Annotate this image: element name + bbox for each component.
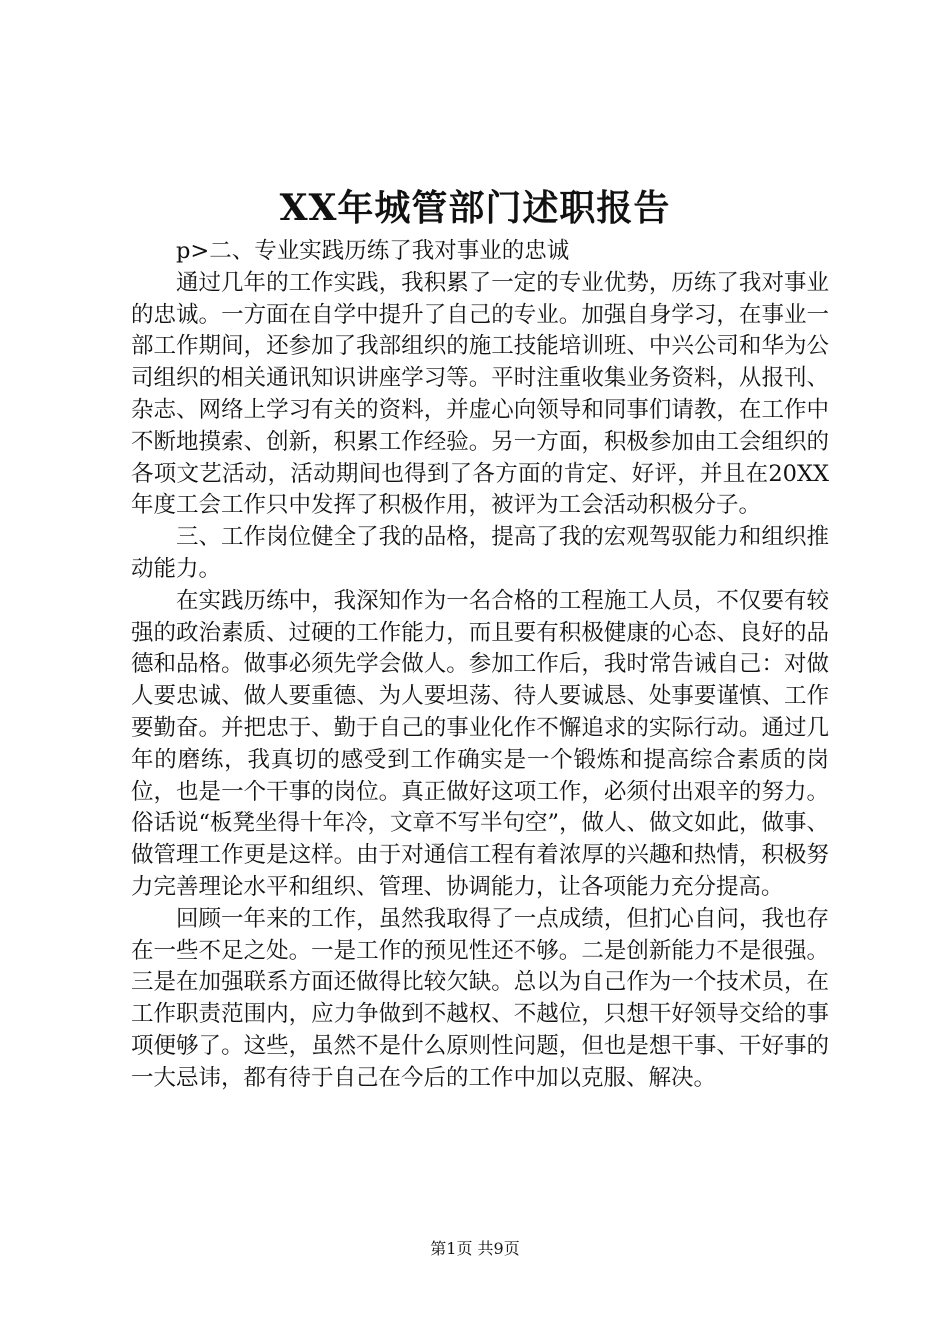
document-body	[131, 236, 829, 1095]
paragraph-section-three-heading: 三、工作岗位健全了我的品格，提高了我的宏观驾驭能力和组织推动能力。	[131, 524, 829, 582]
page-footer: 第1页 共9页	[430, 1239, 520, 1258]
paragraph-section-two-heading: p>二、专业实践历练了我对事业的忠诚	[176, 238, 570, 264]
paragraph-character-building: 在实践历练中，我深知作为一名合格的工程施工人员，不仅要有较强的政治素质、过硬的工作能力，而且要有积极健康的心态、良好的品德和品格。做事必须先学会做人。参加工作后，我时常告诫自己：对做人要忠诚、做人要重德、为人要坦荡、待人要诚恳、处事要谨慎、工作要勤奋。并把忠于、勤于自己的事业化作不懈追求的实际行动。通过几年的磨练，我真切的感受到工作确实是一个锻炼和提高综合素质的岗位，也是一个干事的岗位。真正做好这项工作，必须付出艰辛的努力。俗话说“板凳坐得十年冷，文章不写半句空”，做人、做文如此，做事、做管理工作更是这样。由于对通信工程有着浓厚的兴趣和热情，积极努力完善理论水平和组织、管理、协调能力，让各项能力充分提高。	[131, 587, 830, 900]
paragraph-professional-practice: 通过几年的工作实践，我积累了一定的专业优势，历练了我对事业的忠诚。一方面在自学中提升了自己的专业。加强自身学习，在事业一部工作期间，还参加了我部组织的施工技能培训班、中兴公司和华为公司组织的相关通讯知识讲座学习等。平时注重收集业务资料，从报刊、杂志、网络上学习有关的资料，并虚心向领导和同事们请教，在工作中不断地摸索、创新，积累工作经验。另一方面，积极参加由工会组织的各项文艺活动，活动期间也得到了各方面的肯定、好评，并且在20XX年度工会工作只中发挥了积极作用，被评为工会活动积极分子。	[131, 269, 829, 519]
paragraph-review-shortcomings: 回顾一年来的工作，虽然我取得了一点成绩，但扪心自问，我也存在一些不足之处。一是工作的预见性还不够。二是创新能力不是很强。三是在加强联系方面还做得比较欠缺。总以为自己作为一个技术员，在工作职责范围内，应力争做到不越权、不越位，只想干好领导交给的事项便够了。这些，虽然不是什么原则性问题，但也是想干事、干好事的一大忌讳，都有待于自己在今后的工作中加以克服、解决。	[131, 905, 829, 1091]
document-title: XX年城管部门述职报告	[279, 187, 671, 229]
